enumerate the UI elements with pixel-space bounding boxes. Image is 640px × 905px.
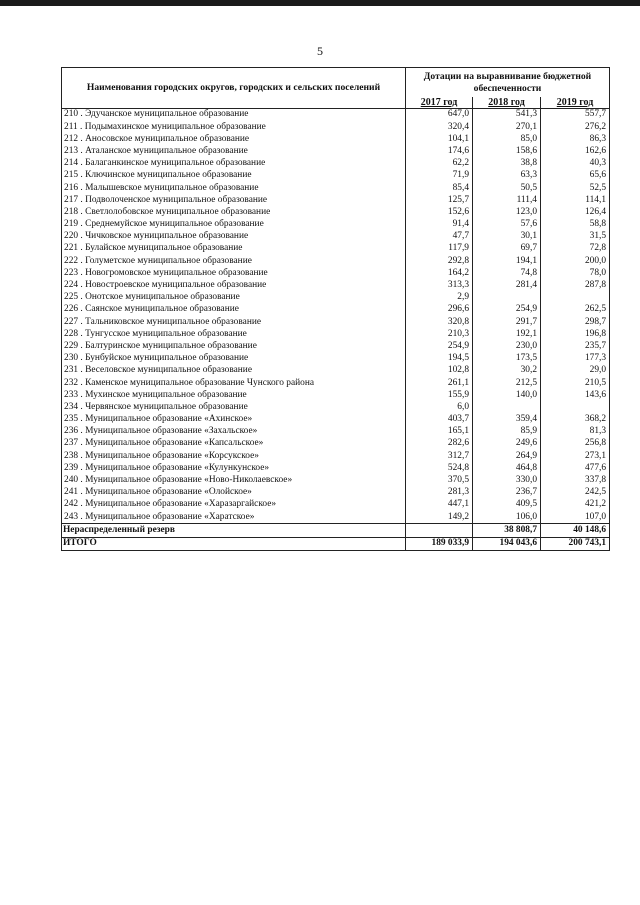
table-body: [62, 109, 610, 524]
row-label: 242 . Муниципальное образование «Харазаргайское»: [62, 499, 406, 511]
row-value-2018: 270,1: [473, 121, 541, 133]
row-value-2018: 236,7: [473, 487, 541, 499]
column-header-2019: 2019 год: [541, 97, 610, 109]
row-value-2017: 261,1: [406, 377, 473, 389]
row-value-2018: 212,5: [473, 377, 541, 389]
row-value-2019: 114,1: [541, 194, 610, 206]
row-value-2018: 38,8: [473, 158, 541, 170]
row-value-2019: 368,2: [541, 414, 610, 426]
row-value-2017: 149,2: [406, 511, 473, 524]
row-value-2018: 158,6: [473, 146, 541, 158]
row-value-2019: 86,3: [541, 133, 610, 145]
row-value-2018: 69,7: [473, 243, 541, 255]
row-value-2018: 30,1: [473, 231, 541, 243]
row-label: 226 . Саянское муниципальное образование: [62, 304, 406, 316]
row-label: 219 . Среднемуйское муниципальное образование: [62, 219, 406, 231]
row-value-2019: 273,1: [541, 450, 610, 462]
reserve-value-2017: [406, 524, 473, 537]
row-value-2019: 196,8: [541, 328, 610, 340]
row-value-2019: 40,3: [541, 158, 610, 170]
row-label: 231 . Веселовское муниципальное образование: [62, 365, 406, 377]
total-value-2017: 189 033,9: [406, 537, 473, 550]
row-value-2017: 320,8: [406, 316, 473, 328]
table-row: [62, 280, 610, 292]
table-row: [62, 450, 610, 462]
row-value-2019: 337,8: [541, 475, 610, 487]
reserve-label: Нераспределенный резерв: [62, 524, 406, 537]
subsidy-table: [61, 67, 610, 551]
row-value-2019: 235,7: [541, 341, 610, 353]
table-row: [62, 207, 610, 219]
row-value-2019: 276,2: [541, 121, 610, 133]
table-row: [62, 316, 610, 328]
table-row: [62, 475, 610, 487]
row-value-2017: 210,3: [406, 328, 473, 340]
row-label: 229 . Балтуринское муниципальное образование: [62, 341, 406, 353]
table-row: [62, 389, 610, 401]
scan-edge: [0, 0, 640, 6]
row-value-2017: 403,7: [406, 414, 473, 426]
row-value-2018: 111,4: [473, 194, 541, 206]
row-label: 228 . Тунгусское муниципальное образование: [62, 328, 406, 340]
row-value-2017: 47,7: [406, 231, 473, 243]
row-label: 215 . Ключинское муниципальное образование: [62, 170, 406, 182]
row-value-2019: 287,8: [541, 280, 610, 292]
row-value-2018: 30,2: [473, 365, 541, 377]
table-row: [62, 462, 610, 474]
row-value-2018: 140,0: [473, 389, 541, 401]
row-value-2017: 194,5: [406, 353, 473, 365]
row-value-2017: 165,1: [406, 426, 473, 438]
row-value-2018: 230,0: [473, 341, 541, 353]
row-value-2019: 256,8: [541, 438, 610, 450]
table-row: [62, 219, 610, 231]
row-value-2018: 173,5: [473, 353, 541, 365]
row-value-2017: 254,9: [406, 341, 473, 353]
row-value-2019: 262,5: [541, 304, 610, 316]
reserve-value-2019: 40 148,6: [541, 524, 610, 537]
row-value-2019: 78,0: [541, 267, 610, 279]
row-label: 221 . Булайское муниципальное образование: [62, 243, 406, 255]
row-value-2017: 281,3: [406, 487, 473, 499]
table-row: [62, 341, 610, 353]
column-header-name: Наименования городских округов, городских и сельских поселений: [62, 68, 406, 109]
row-value-2017: 155,9: [406, 389, 473, 401]
table-row: [62, 377, 610, 389]
row-value-2018: [473, 292, 541, 304]
table-row: [62, 255, 610, 267]
row-value-2019: 143,6: [541, 389, 610, 401]
table-row: [62, 365, 610, 377]
row-value-2017: 647,0: [406, 109, 473, 122]
row-label: 236 . Муниципальное образование «Захальское»: [62, 426, 406, 438]
table-row: [62, 121, 610, 133]
row-value-2018: 249,6: [473, 438, 541, 450]
row-value-2019: 162,6: [541, 146, 610, 158]
row-value-2017: 292,8: [406, 255, 473, 267]
row-value-2018: 106,0: [473, 511, 541, 524]
row-value-2017: 104,1: [406, 133, 473, 145]
row-value-2017: 62,2: [406, 158, 473, 170]
table-row: [62, 511, 610, 524]
row-value-2019: 58,8: [541, 219, 610, 231]
row-label: 237 . Муниципальное образование «Капсальское»: [62, 438, 406, 450]
row-label: 213 . Аталанское муниципальное образование: [62, 146, 406, 158]
row-value-2019: 126,4: [541, 207, 610, 219]
row-value-2017: 313,3: [406, 280, 473, 292]
row-value-2018: 123,0: [473, 207, 541, 219]
total-row: [62, 537, 610, 550]
row-value-2017: 524,8: [406, 462, 473, 474]
table-row: [62, 292, 610, 304]
table-row: [62, 426, 610, 438]
row-label: 230 . Бунбуйское муниципальное образование: [62, 353, 406, 365]
table-row: [62, 243, 610, 255]
row-value-2017: 71,9: [406, 170, 473, 182]
row-value-2017: 174,6: [406, 146, 473, 158]
row-value-2017: 312,7: [406, 450, 473, 462]
row-value-2019: 65,6: [541, 170, 610, 182]
row-value-2018: [473, 402, 541, 414]
row-value-2018: 74,8: [473, 267, 541, 279]
row-label: 224 . Новостроевское муниципальное образование: [62, 280, 406, 292]
column-group-header: Дотации на выравнивание бюджетной обеспеченности: [406, 68, 610, 98]
row-label: 243 . Муниципальное образование «Харатское»: [62, 511, 406, 524]
row-value-2017: 152,6: [406, 207, 473, 219]
table-row: [62, 438, 610, 450]
row-value-2017: 117,9: [406, 243, 473, 255]
table-row: [62, 182, 610, 194]
table-row: [62, 231, 610, 243]
total-value-2018: 194 043,6: [473, 537, 541, 550]
row-value-2018: 63,3: [473, 170, 541, 182]
total-value-2019: 200 743,1: [541, 537, 610, 550]
row-label: 223 . Новогромовское муниципальное образование: [62, 267, 406, 279]
row-value-2019: 107,0: [541, 511, 610, 524]
row-value-2019: 200,0: [541, 255, 610, 267]
row-value-2017: 2,9: [406, 292, 473, 304]
row-value-2018: 464,8: [473, 462, 541, 474]
row-value-2017: 320,4: [406, 121, 473, 133]
row-label: 217 . Подволоченское муниципальное образование: [62, 194, 406, 206]
total-label: ИТОГО: [62, 537, 406, 550]
row-label: 211 . Подымахинское муниципальное образование: [62, 121, 406, 133]
row-value-2018: 291,7: [473, 316, 541, 328]
row-value-2018: 50,5: [473, 182, 541, 194]
row-value-2018: 541,3: [473, 109, 541, 122]
row-value-2019: 477,6: [541, 462, 610, 474]
row-value-2019: 29,0: [541, 365, 610, 377]
reserve-row: [62, 524, 610, 537]
row-value-2019: 210,5: [541, 377, 610, 389]
row-value-2018: 85,9: [473, 426, 541, 438]
table-row: [62, 109, 610, 122]
row-label: 220 . Чичковское муниципальное образование: [62, 231, 406, 243]
row-value-2019: 31,5: [541, 231, 610, 243]
row-label: 238 . Муниципальное образование «Корсукское»: [62, 450, 406, 462]
row-label: 216 . Малышевское муниципальное образование: [62, 182, 406, 194]
row-value-2018: 281,4: [473, 280, 541, 292]
row-label: 225 . Онотское муниципальное образование: [62, 292, 406, 304]
row-value-2017: 296,6: [406, 304, 473, 316]
column-header-2018: 2018 год: [473, 97, 541, 109]
row-value-2018: 192,1: [473, 328, 541, 340]
row-value-2017: 164,2: [406, 267, 473, 279]
table-row: [62, 304, 610, 316]
row-value-2017: 282,6: [406, 438, 473, 450]
row-value-2019: 52,5: [541, 182, 610, 194]
row-value-2018: 57,6: [473, 219, 541, 231]
page-number: 5: [317, 44, 323, 58]
table-row: [62, 146, 610, 158]
row-value-2019: 72,8: [541, 243, 610, 255]
row-value-2017: 370,5: [406, 475, 473, 487]
table-row: [62, 353, 610, 365]
row-value-2019: 242,5: [541, 487, 610, 499]
row-value-2018: 264,9: [473, 450, 541, 462]
row-value-2017: 85,4: [406, 182, 473, 194]
row-value-2019: 421,2: [541, 499, 610, 511]
table-row: [62, 414, 610, 426]
row-value-2018: 409,5: [473, 499, 541, 511]
table-row: [62, 158, 610, 170]
table-row: [62, 133, 610, 145]
row-value-2017: 125,7: [406, 194, 473, 206]
row-value-2019: [541, 402, 610, 414]
row-label: 233 . Мухинское муниципальное образование: [62, 389, 406, 401]
row-value-2019: [541, 292, 610, 304]
row-label: 241 . Муниципальное образование «Олойское»: [62, 487, 406, 499]
row-value-2017: 447,1: [406, 499, 473, 511]
table-row: [62, 170, 610, 182]
row-value-2019: 177,3: [541, 353, 610, 365]
row-label: 212 . Аносовское муниципальное образование: [62, 133, 406, 145]
column-header-2017: 2017 год: [406, 97, 473, 109]
row-value-2019: 298,7: [541, 316, 610, 328]
row-label: 239 . Муниципальное образование «Кулункунское»: [62, 462, 406, 474]
row-value-2018: 85,0: [473, 133, 541, 145]
row-value-2019: 81,3: [541, 426, 610, 438]
row-label: 218 . Светлолобовское муниципальное образование: [62, 207, 406, 219]
row-label: 210 . Эдучанское муниципальное образование: [62, 109, 406, 122]
table-row: [62, 402, 610, 414]
row-value-2018: 254,9: [473, 304, 541, 316]
row-label: 222 . Голуметское муниципальное образование: [62, 255, 406, 267]
row-value-2017: 102,8: [406, 365, 473, 377]
row-value-2017: 6,0: [406, 402, 473, 414]
row-label: 227 . Тальниковское муниципальное образование: [62, 316, 406, 328]
row-value-2019: 557,7: [541, 109, 610, 122]
reserve-value-2018: 38 808,7: [473, 524, 541, 537]
row-value-2018: 194,1: [473, 255, 541, 267]
table-row: [62, 267, 610, 279]
row-value-2017: 91,4: [406, 219, 473, 231]
table-row: [62, 328, 610, 340]
table-row: [62, 499, 610, 511]
row-label: 232 . Каменское муниципальное образование Чунского района: [62, 377, 406, 389]
row-label: 214 . Балаганкинское муниципальное образование: [62, 158, 406, 170]
row-label: 235 . Муниципальное образование «Ахинское»: [62, 414, 406, 426]
row-value-2018: 359,4: [473, 414, 541, 426]
row-value-2018: 330,0: [473, 475, 541, 487]
table-row: [62, 487, 610, 499]
row-label: 234 . Червянское муниципальное образование: [62, 402, 406, 414]
row-label: 240 . Муниципальное образование «Ново-Николаевское»: [62, 475, 406, 487]
table-row: [62, 194, 610, 206]
